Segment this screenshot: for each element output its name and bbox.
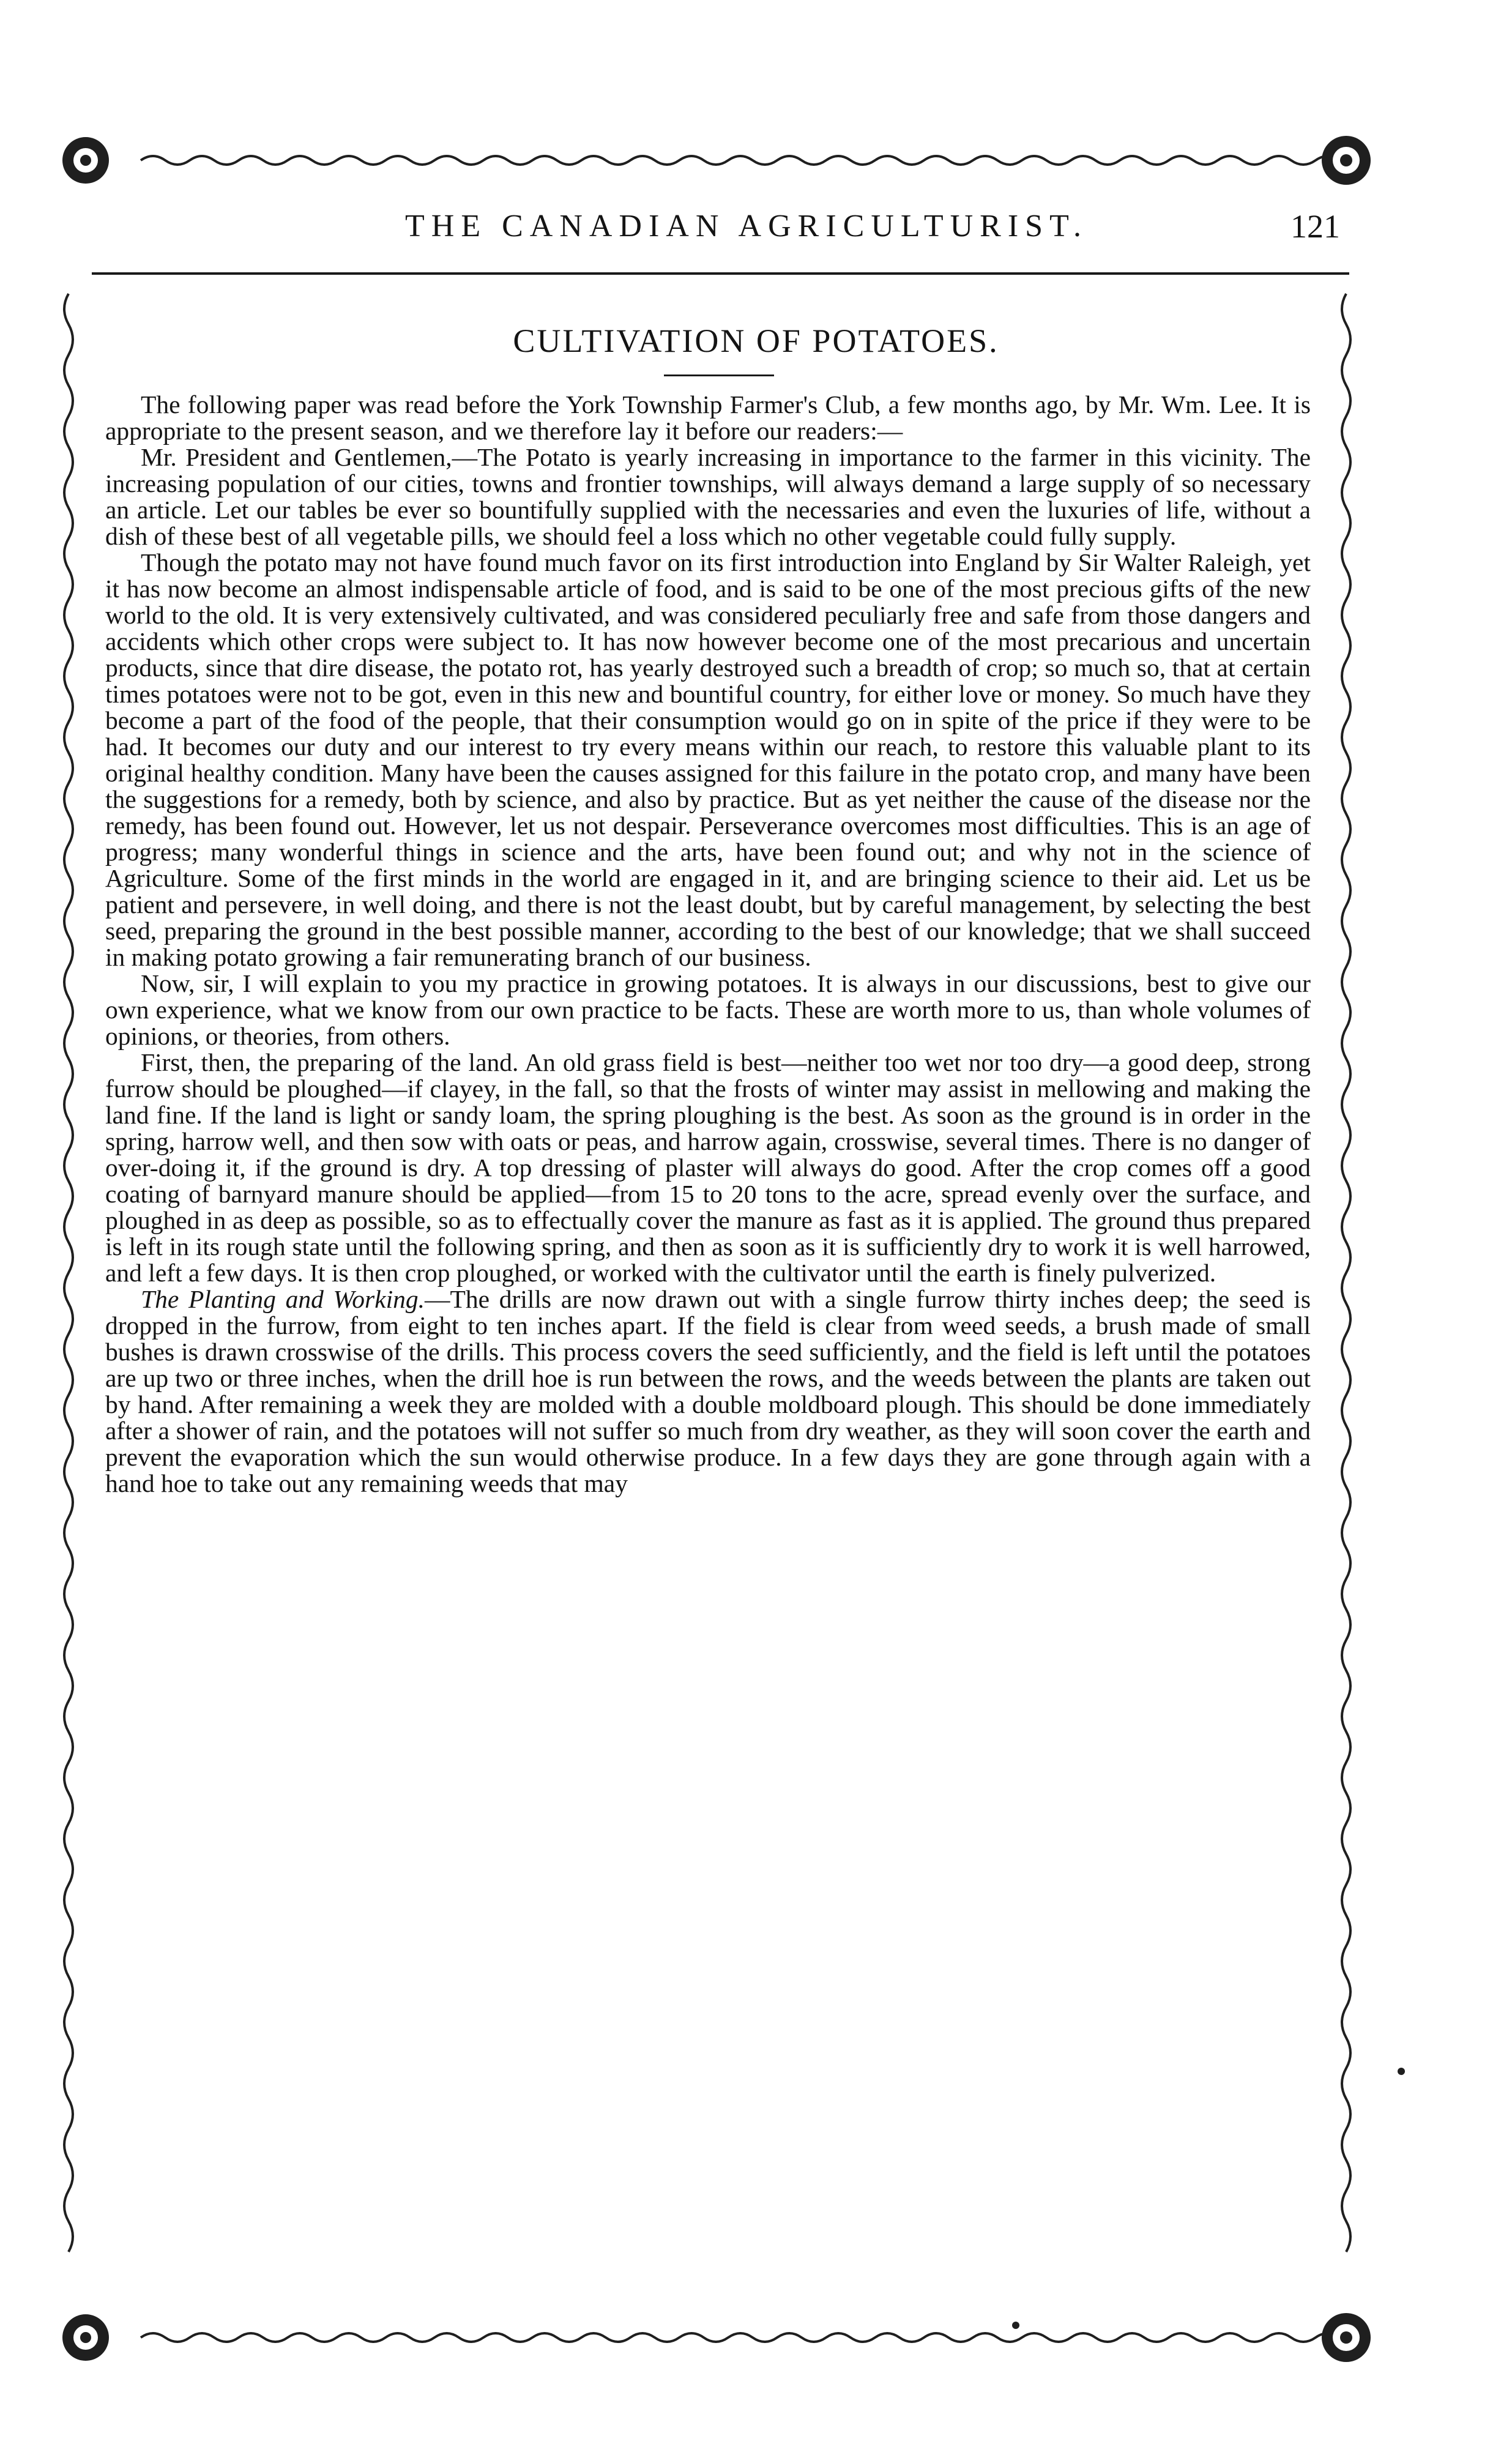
paragraph: First, then, the preparing of the land. An old grass field is best—neither too wet nor too dry—a good deep, strong furrow should be ploughed—if clayey, in the fall, so that the frosts of winter may assist in mellowing and making the land fine. If the land is light or sandy loam, the spring ploughing is the best. As soon as the ground is in order in the spring, harrow well, and then sow with oats or peas, and harrow again, crosswise, several times. There is no danger of over-doing it, if the ground is dry. A top dressing of plaster will always do good. After the crop comes off a good coating of barnyard manure should be applied—from 15 to 20 tons to the acre, spread evenly over the surface, and ploughed in as deep as possible, so as to effectually cover the manure as fast as it is applied. The ground thus prepared is left in its rough state until the following spring, and then as soon as it is sufficiently dry to work it is well harrowed, and left a few days. It is then crop ploughed, or worked with the cultivator until the earth is finely pulverized. bbox=[105, 1048, 1311, 1287]
section-heading: The Planting and Working. bbox=[141, 1285, 425, 1313]
paragraph: Mr. President and Gentlemen,—The Potato is yearly increasing in importance to the farmer in this vicinity. The increasing population of our cities, towns and frontier townships, will always demand a large supply of so necessary an article. Let our tables be ever so bountifully supplied with the necessaries and even the luxuries of life, without a dish of these best of all vegetable pills, we should feel a loss which no other vegetable could fully supply. bbox=[105, 443, 1311, 550]
paragraph-text: —The drills are now drawn out with a single furrow thirty inches deep; the seed is dropped in the furrow, from eight to ten inches apart. If the field is clear from weed seeds, a brush made of small bushes is drawn crosswise of the drills. This process covers the seed sufficiently, and the field is left until the potatoes are up two or three inches, when the drill hoe is run between the rows, and the weeds between the plants are taken out by hand. After remaining a week they are molded with a double moldboard plough. This should be done immediately after a shower of rain, and the potatoes will not suffer so much from dry weather, as they will soon cover the earth and prevent the evaporation which the sun would otherwise produce. In a few days they are gone through again with a hand hoe to take out any remaining weeds that may bbox=[105, 1285, 1311, 1497]
running-title: THE CANADIAN AGRICULTURIST. bbox=[405, 209, 1088, 244]
paragraph: The following paper was read before the York Township Farmer's Club, a few months ago, by Mr. Wm. Lee. It is appropriate to the present season, and we therefore lay it before our readers:— bbox=[105, 390, 1311, 445]
page-number: 121 bbox=[1290, 208, 1340, 245]
article-body bbox=[105, 392, 1311, 1497]
paragraph: Though the potato may not have found much favor on its first introduction into England by Sir Walter Raleigh, yet it has now become an almost indispensable article of food, and is said to be one of the most precious gifts of the new world to the old. It is very extensively cultivated, and was considered peculiarly free and safe from those dangers and accidents which other crops were subject to. It has now however become one of the most precarious and uncertain products, since that dire disease, the potato rot, has yearly destroyed such a breadth of crop; so much so, that at certain times potatoes were not to be got, even in this new and bountiful country, for either love or money. So much have they become a part of the food of the people, that their consumption would go on in spite of the price if they were to be had. It becomes our duty and our interest to try every means within our reach, to restore this valuable plant to its original healthy condition. Many have been the causes assigned for this failure in the potato crop, and many have been the suggestions for a remedy, both by science, and also by practice. But as yet neither the cause of the disease nor the remedy, has been found out. However, let us not despair. Perseverance overcomes most difficulties. This is an age of progress; many wonderful things in science and the arts, have been found out; and why not in the science of Agriculture. Some of the first minds in the world are engaged in it, and are bringing science to their aid. Let us be patient and persevere, in well doing, and there is not the least doubt, but by careful management, by selecting the best seed, preparing the ground in the best possible manner, according to the best of our knowledge; that we shall succeed in making potato growing a fair remunerating branch of our business. bbox=[105, 548, 1311, 971]
title-rule bbox=[664, 374, 774, 376]
header-rule bbox=[92, 272, 1349, 275]
paragraph bbox=[105, 1286, 1311, 1497]
paragraph: Now, sir, I will explain to you my practice in growing potatoes. It is always in our discussions, best to give our own experience, what we know from our own practice to be facts. These are worth more to us, than whole volumes of opinions, or theories, from others. bbox=[105, 969, 1311, 1050]
article-title: CULTIVATION OF POTATOES. bbox=[513, 322, 999, 359]
